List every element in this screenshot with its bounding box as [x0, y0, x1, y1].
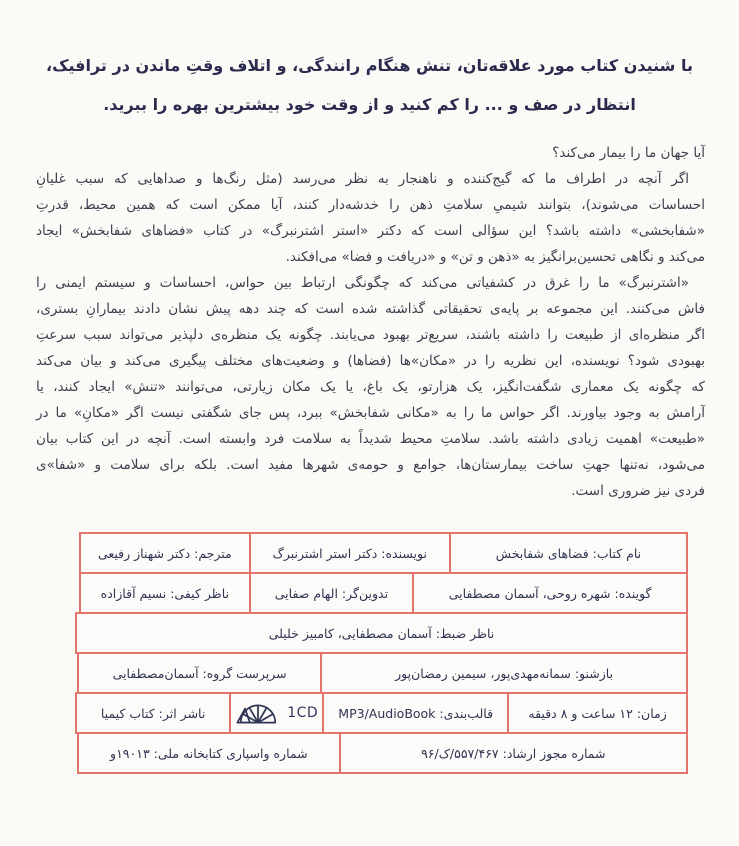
- cell-editor: تدوین‌گر: الهام صفایی: [249, 572, 415, 614]
- book-description: [36, 140, 705, 504]
- body-line: «اشترنبرگ» ما را غرق در کشفیاتی می‌کند که چگونگی ارتباط بین حواس، احساسات و سیستم ایمنی را: [36, 275, 689, 291]
- cell-narrators: گوینده: شهره روحی، آسمان مصطفایی: [412, 572, 688, 614]
- cell-book-title: نام کتاب: فضاهای شفابخش: [449, 532, 688, 574]
- body-line: آرامش به وجود بیاورند. اگر حواس ما را به «مکانی شفابخش» ببرد، پس جای شگفتی نیست اگر «مکانِ» ما در: [36, 405, 705, 421]
- cell-recording-supervisor: ناظر ضبط: آسمان مصطفایی، کامبیز خلیلی: [75, 612, 688, 654]
- publication-info-table: [75, 532, 688, 774]
- cd-badge: [235, 700, 318, 726]
- body-line: «شفابخشی» داشته باشد؟ این سؤالی است که دکتر «استر اشترنبرگ» در کتاب «فضاهای شفابخش» ایجاد: [36, 223, 705, 239]
- cell-translator: مترجم: دکتر شهناز رفیعی: [79, 532, 251, 574]
- body-line: بهبودی شود؟ نویسنده، این نظریه را در «مکان»ها (فضاها) و وضعیت‌های مختلف پیگیری می‌کند و بیان می‌کند: [36, 353, 705, 369]
- body-line: «طبیعت» اهمیت زیادی داشته باشد. سلامتِ محیط شدیداً به سلامت فرد وابسته است. آنچه در این کتاب بیان: [36, 431, 705, 447]
- table-row: [75, 732, 688, 774]
- cd-count-label: 1CD: [287, 705, 319, 721]
- table-row: [75, 532, 688, 574]
- scanned-book-info-page: [0, 46, 739, 846]
- body-line: می‌شود، نه‌تنها جهتِ ساخت بیمارستان‌ها، جوامع و حومه‌ی شهرها مفید است. بلکه برای سلامت و «شفا»ی: [36, 457, 705, 473]
- cell-group-supervisor: سرپرست گروه: آسمان‌مصطفایی: [77, 652, 322, 694]
- cell-permit-number: شماره مجوز ارشاد: ۵۵۷/۴۶۷/ک/۹۶: [339, 732, 688, 774]
- promo-heading-line-1: با شنیدن کتاب مورد علاقه‌تان، تنش هنگام رانندگی، و اتلاف وقتِ ماندن در ترافیک،: [46, 56, 693, 75]
- promo-heading-line-2: انتظار در صف و ... را کم کنید و از وقت خود بیشترین بهره را ببرید.: [103, 95, 636, 114]
- fan-disc-icon: [235, 700, 281, 726]
- table-row: [75, 572, 688, 614]
- body-line: اگر آنچه در اطراف ما که گیج‌کننده و ناهنجار به نظر می‌رسد (مثل رنگ‌ها و صداهایی که سبب غلیانِ: [36, 171, 689, 187]
- table-row: [75, 652, 688, 694]
- cell-national-library-number: شماره واسپاری کتابخانه ملی: ۱۹۰۱۳و: [77, 732, 341, 774]
- cell-duration: زمان: ۱۲ ساعت و ۸ دقیقه: [507, 692, 688, 734]
- body-line: آیا جهان ما را بیمار می‌کند؟: [552, 145, 705, 161]
- body-line: اگر منظره‌ای از طبیعت را داشته باشند، سریع‌تر بهبود می‌یابند. چگونه یک منظره‌ی دلپذیر می‌تواند سبب سرعتِ: [36, 327, 705, 343]
- body-line: فردی نیز ضروری است.: [571, 483, 705, 499]
- cell-quality-supervisor: ناظر کیفی: نسیم آقازاده: [79, 572, 251, 614]
- promo-heading: [44, 46, 695, 124]
- cell-author: نویسنده: دکتر استر اشترنبرگ: [249, 532, 451, 574]
- body-line: احساسات می‌شوند)، بتوانند شیمیِ سلامتِ ذهن را خدشه‌دار کنند، آیا ممکن است که همین محیط، قدرتِ: [36, 197, 705, 213]
- cell-cd-count: [229, 692, 324, 734]
- cell-publisher: ناشر اثر: کتاب کیمیا: [75, 692, 231, 734]
- cell-format: قالب‌بندی: MP3/AudioBook: [322, 692, 509, 734]
- body-line: فاش می‌کنند. این مجموعه بر پایه‌ی تحقیقاتی گذاشته شده است که چند دهه پیش نشان دادند بیمارانِ بستری،: [36, 301, 705, 317]
- body-line: که چگونه یک معماری شگفت‌انگیز، یک هزارتو، یک باغ، یا یک مکان زیارتی، می‌توانند «تنش» ایجاد کنند، یا: [36, 379, 705, 395]
- cell-reviewers: بازشنو: سمانه‌مهدی‌پور، سیمین رمضان‌پور: [320, 652, 688, 694]
- table-row: [75, 692, 688, 734]
- body-line: می‌کند و نگاهی تحسین‌برانگیز به «ذهن و تن» و «دریافت و فضا» می‌افکند.: [285, 249, 705, 265]
- table-row: [75, 612, 688, 654]
